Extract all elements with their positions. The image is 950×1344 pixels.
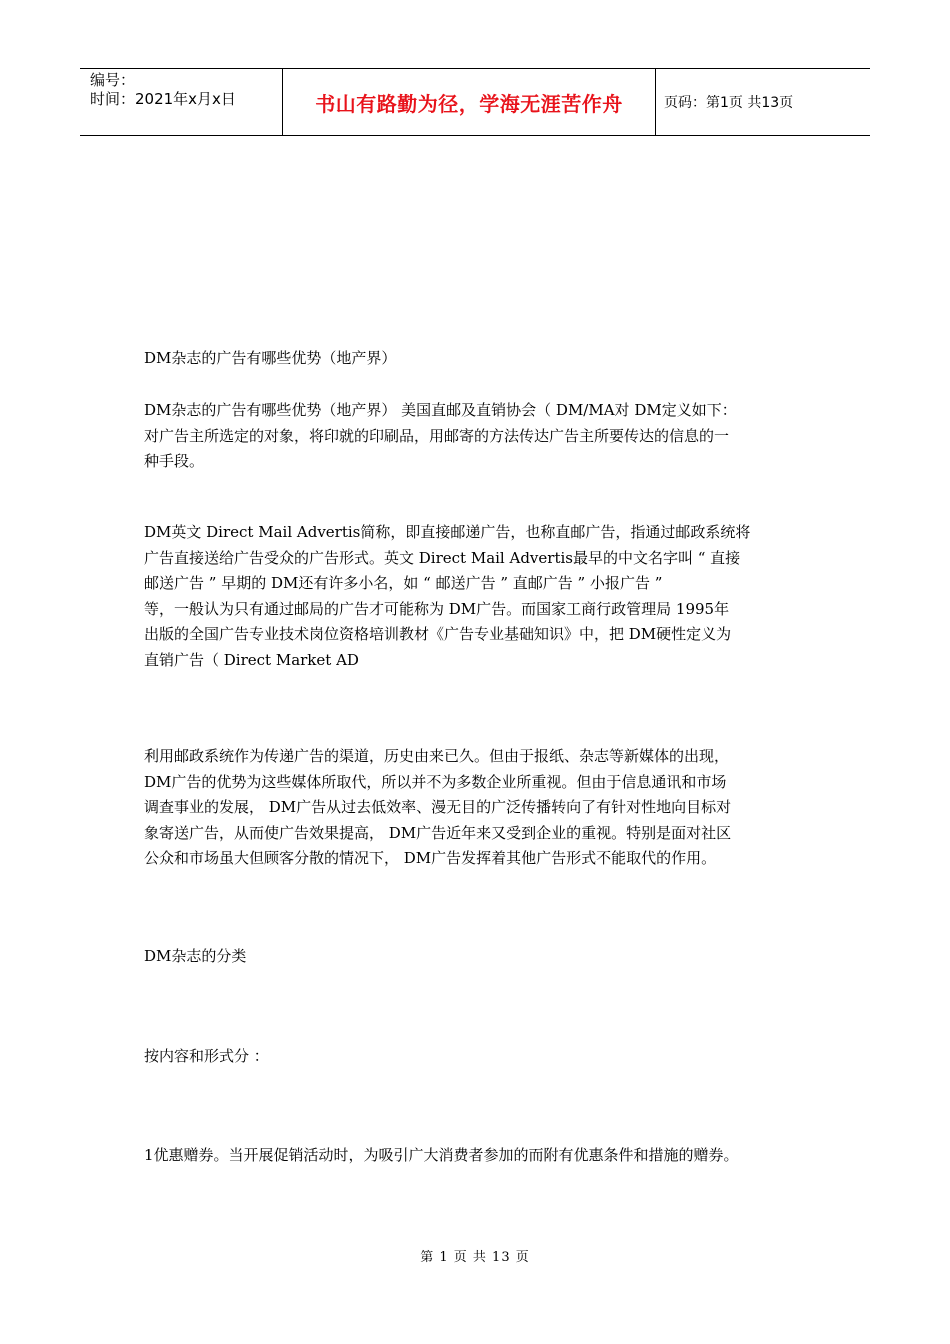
paragraph-line: 出版的全国广告专业技术岗位资格培训教材《广告专业基础知识》中，把 DM硬性定义为 [144, 625, 732, 643]
document-title [144, 346, 824, 372]
document-number-label: 编号： [90, 71, 136, 89]
paragraph-line: 公众和市场虽大但顾客分散的情况下， DM广告发挥着其他广告形式不能取代的作用。 [144, 849, 717, 867]
paragraph-line: DM杂志的广告有哪些优势（地产界） 美国直邮及直销协会（ DM/MA对 DM定义如下： [144, 401, 737, 419]
section-title [144, 944, 824, 970]
paragraph-line: 直销广告（ Direct Market AD [144, 650, 359, 669]
paragraph-line: DM英文 Direct Mail Advertis简称，即直接邮递广告，也称直邮广告，指通过邮政系统将 [144, 523, 751, 541]
paragraph-line: 对广告主所选定的对象，将印就的印刷品，用邮寄的方法传达广告主所要传达的信息的一 [144, 426, 730, 445]
subsection-title [144, 1044, 824, 1070]
paragraph-line: 象寄送广告，从而使广告效果提高， DM广告近年来又受到企业的重视。特别是面对社区 [144, 823, 732, 842]
header-motto-cell [282, 69, 656, 135]
paragraph-2 [144, 520, 824, 673]
page-footer: 第 1 页 共 13 页 [420, 1250, 530, 1265]
header-meta-cell [80, 69, 282, 135]
paragraph-1 [144, 398, 824, 475]
subsection-title-text: 按内容和形式分 ： [144, 1047, 269, 1065]
header-page-cell [656, 69, 870, 135]
paragraph-line: 利用邮政系统作为传递广告的渠道，历史由来已久。但由于报纸、杂志等新媒体的出现， [144, 747, 730, 765]
paragraph-line: 广告直接送给广告受众的广告形式。英文 Direct Mail Advertis最早的中文名字叫 “ 直接 [144, 548, 741, 567]
document-header [80, 68, 870, 136]
document-time-label: 时间：2021年x月x日 [90, 90, 236, 108]
paragraph-3 [144, 744, 824, 872]
list-item [144, 1143, 824, 1169]
paragraph-line: 调查事业的发展， DM广告从过去低效率、漫无目的广泛传播转向了有针对性地向目标对 [144, 798, 732, 816]
header-page-info: 页码：第1页 共13页 [664, 95, 794, 111]
paragraph-line: DM广告的优势为这些媒体所取代，所以并不为多数企业所重视。但由于信息通讯和市场 [144, 772, 727, 791]
section-title-text: DM杂志的分类 [144, 947, 247, 965]
paragraph-line: 种手段。 [144, 452, 205, 470]
paragraph-line: 等，一般认为只有通过邮局的广告才可能称为 DM广告。而国家工商行政管理局 1995年 [144, 599, 730, 618]
title-line: DM杂志的广告有哪些优势（地产界） [144, 349, 397, 367]
list-item-text: 1优惠赠券。当开展促销活动时，为吸引广大消费者参加的而附有优惠条件和措施的赠券。 [144, 1146, 739, 1164]
header-motto: 书山有路勤为径，学海无涯苦作舟 [315, 91, 623, 116]
paragraph-line: 邮送广告 ” 早期的 DM还有许多小名，如 “ 邮送广告 ” 直邮广告 ” 小报广告 ” [144, 574, 663, 592]
